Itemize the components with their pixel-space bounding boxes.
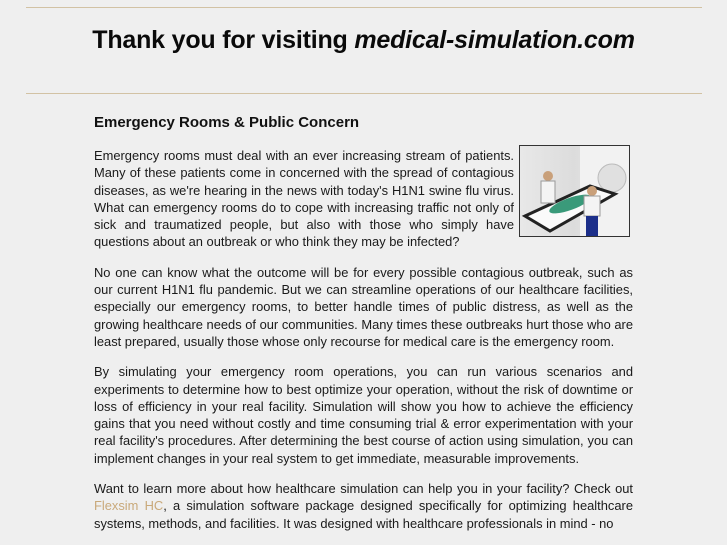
paragraph-4 xyxy=(94,480,633,532)
scanner-image xyxy=(519,145,630,237)
paragraph-1 xyxy=(94,147,633,251)
paragraph-2: No one can know what the outcome will be for every possible contagious outbreak, such as our current H1N1 flu pandemic. But we can streamline operations of our healthcare facilities, especially our emergency rooms, to better handle times of public distress, as well as the growing healthcare needs of our communities. Many times these outbreaks hurt those who are least prepared, usually those whose only recourse for medical care is the emergency room. xyxy=(94,264,633,349)
title-prefix: Thank you for visiting xyxy=(92,26,355,54)
paragraph-4-text-b: , a simulation software package designed specifically for optimizing healthcare systems, methods, and facilities. It was designed with healthcare professionals in mind - no xyxy=(94,498,633,531)
page-title xyxy=(0,26,727,55)
title-site: medical-simulation.com xyxy=(354,26,635,54)
article xyxy=(94,114,633,545)
top-divider xyxy=(26,7,702,8)
article-heading: Emergency Rooms & Public Concern xyxy=(94,114,360,131)
paragraph-1-text: Emergency rooms must deal with an ever increasing stream of patients. Many of these patients come in concerned with the spread of contagious diseases, as we're hearing in the news with today's H1N1 swine flu virus. What can emergency rooms do to cope with increasing traffic not only of sick and traumatized people, but also with those who simply have questions about an outbreak or who think they may be infected? xyxy=(94,148,514,250)
header-divider xyxy=(26,93,702,94)
flexsim-hc-link[interactable]: Flexsim HC xyxy=(94,498,164,514)
paragraph-3: By simulating your emergency room operations, you can run various scenarios and experiments to determine how to best optimize your operation, without the risk of downtime or loss of efficiency in your real facility. Simulation will show you how to achieve the efficiency gains that you need without costly and time consuming trial & error experimentation with your real facility's procedures. After determining the best course of action using simulation, you can implement changes in your real system to get immediate, measurable improvements. xyxy=(94,364,633,466)
paragraph-4-text-a: Want to learn more about how healthcare simulation can help you in your facility? Check out xyxy=(94,481,633,497)
